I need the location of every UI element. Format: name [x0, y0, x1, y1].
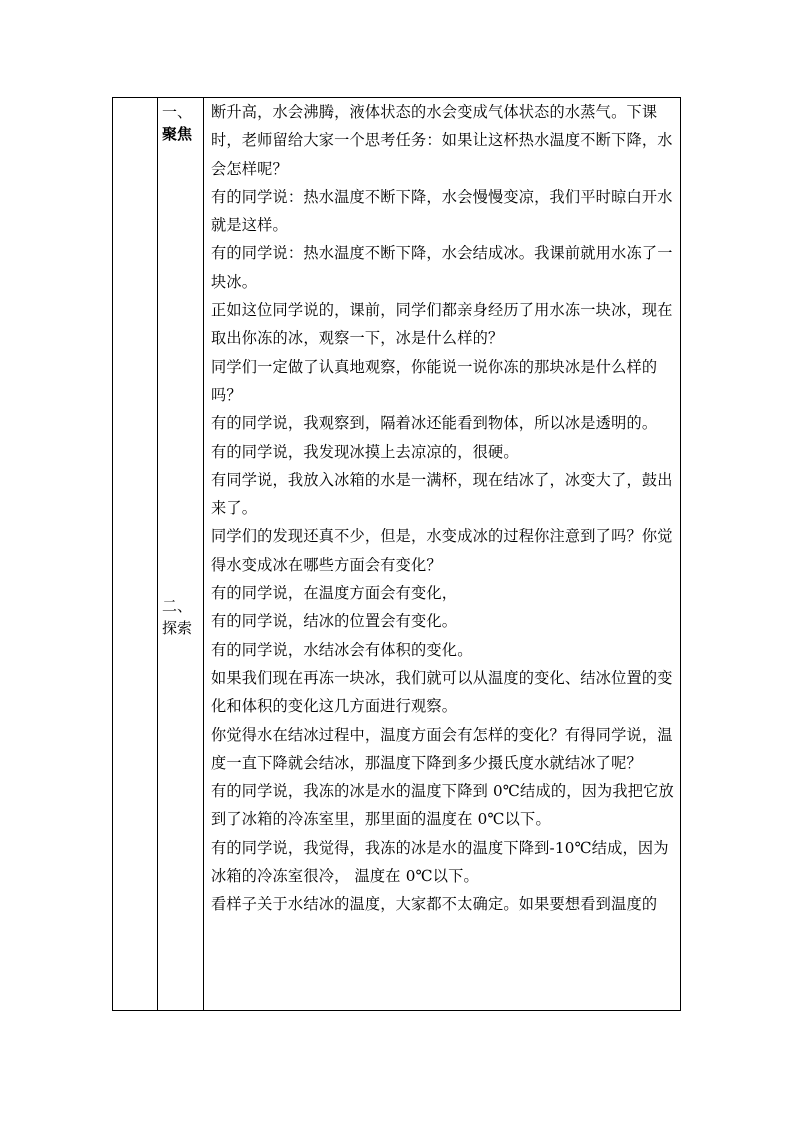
paragraph: 有的同学说，我发现冰摸上去凉凉的，很硬。 — [211, 442, 519, 461]
section-number: 二、 — [162, 597, 193, 615]
paragraph: 正如这位同学说的，课前，同学们都亲身经历了用水冻一块冰，现在取出你冻的冰，观察一下，冰是什么样的？ — [211, 301, 673, 348]
lesson-content — [211, 98, 679, 919]
column-divider — [203, 98, 204, 1010]
paragraph: 同学们的发现还真不少，但是，水变成冰的过程你注意到了吗？你觉得水变成冰在哪些方面会有变化？ — [211, 527, 673, 574]
paragraph: 有的同学说：热水温度不断下降，水会结成冰。我课前就用水冻了一块冰。 — [211, 244, 673, 291]
paragraph: 有的同学说，我觉得，我冻的冰是水的温度下降到-10℃结成，因为冰箱的冷冻室很冷， 温度在 0℃以下。 — [211, 838, 669, 886]
section-number: 一、 — [162, 103, 193, 121]
column-divider — [157, 98, 158, 1010]
section-explore — [162, 595, 204, 639]
paragraph: 有同学说，我放入冰箱的水是一满杯，现在结冰了，冰变大了，鼓出来了。 — [211, 470, 673, 518]
paragraph: 断升高，水会沸腾，液体状态的水会变成气体状态的水蒸气。下课时，老师留给大家一个思考任务：如果让这杯热水温度不断下降，水会怎样呢？ — [211, 103, 673, 178]
lesson-table — [112, 97, 681, 1011]
paragraph: 有的同学说，我观察到，隔着冰还能看到物体，所以冰是透明的。 — [211, 414, 658, 433]
section-focus — [162, 101, 204, 145]
paragraph: 同学们一定做了认真地观察，你能说一说你冻的那块冰是什么样的吗？ — [211, 357, 658, 404]
paragraph: 有的同学说，结冰的位置会有变化。 — [211, 612, 458, 631]
paragraph: 看样子关于水结冰的温度，大家都不太确定。如果要想看到温度的 — [211, 895, 658, 914]
section-title: 聚焦 — [162, 125, 193, 143]
paragraph: 有的同学说，水结冰会有体积的变化。 — [211, 640, 473, 659]
paragraph: 你觉得水在结冰过程中，温度方面会有怎样的变化？有得同学说，温度一直下降就会结冰，那温度下降到多少摄氏度水就结冰了呢？ — [211, 725, 673, 772]
paragraph: 如果我们现在再冻一块冰，我们就可以从温度的变化、结冰位置的变化和体积的变化这几方面进行观察。 — [211, 668, 673, 716]
paragraph: 有的同学说：热水温度不断下降，水会慢慢变凉，我们平时晾白开水就是这样。 — [211, 187, 673, 235]
paragraph: 有的同学说，我冻的冰是水的温度下降到 0℃结成的，因为我把它放到了冰箱的冷冻室里，那里面的温度在 0℃以下。 — [211, 782, 674, 829]
section-title: 探索 — [162, 619, 193, 637]
paragraph: 有的同学说，在温度方面会有变化， — [211, 584, 458, 603]
